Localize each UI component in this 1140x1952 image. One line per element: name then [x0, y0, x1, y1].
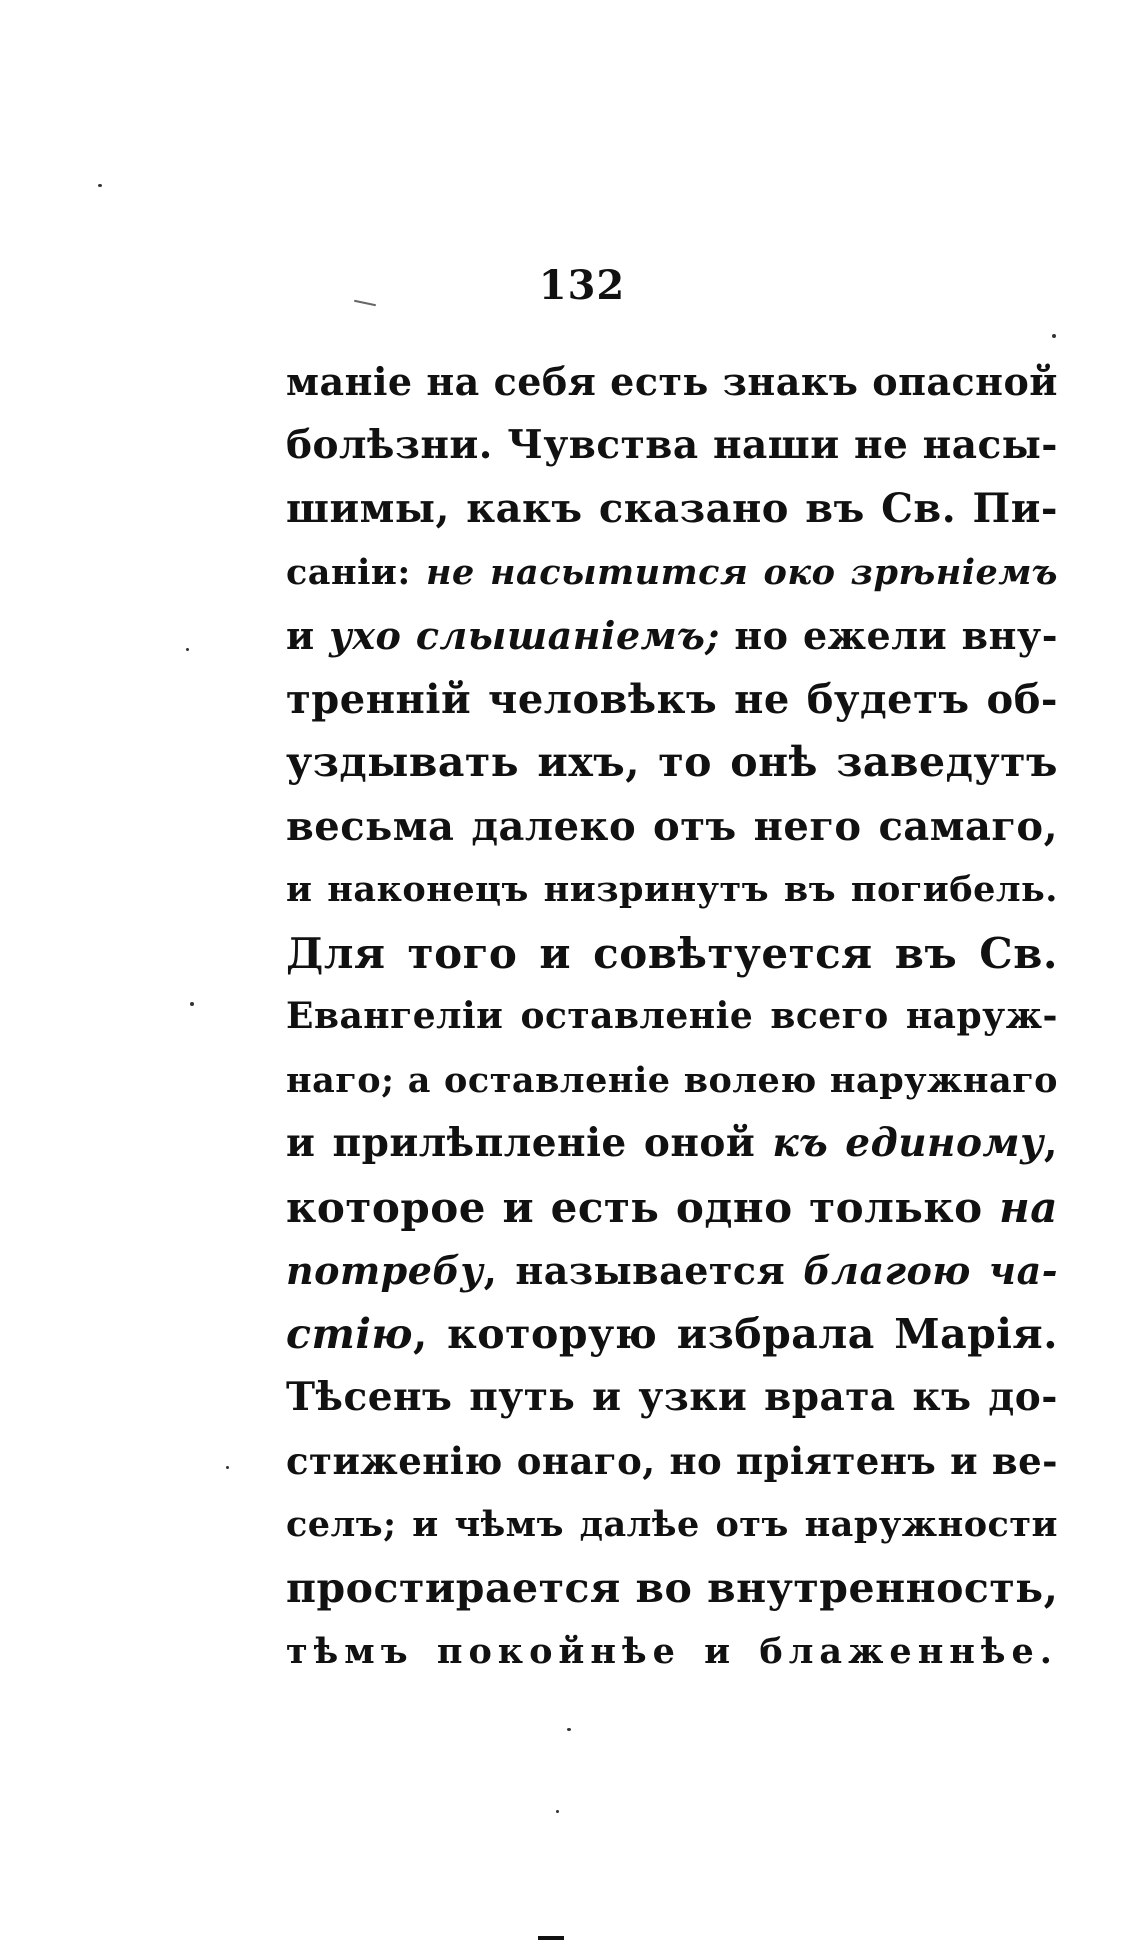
text-line [286, 731, 1058, 795]
text-line [286, 1049, 1058, 1113]
text-segment: Для того и совѣтуется въ Св. [286, 928, 1058, 978]
text-line [286, 350, 1058, 414]
scan-speck [226, 1466, 229, 1469]
text-segment: наго; а оставленіе волею наружнаго [286, 1059, 1058, 1101]
text-line [286, 1557, 1058, 1621]
text-segment: тренній человѣкъ не будетъ об- [286, 675, 1058, 723]
text-line [286, 1303, 1058, 1367]
text-segment: которое и есть одно только [286, 1182, 1000, 1232]
text-line [286, 477, 1058, 541]
scan-speck [556, 1810, 559, 1813]
text-line [286, 414, 1058, 478]
text-segment: болѣзни. Чувства наши не насы- [286, 421, 1058, 468]
text-segment: и [286, 613, 330, 658]
page-number: 132 [538, 262, 626, 309]
italic-text-segment: стію [286, 1309, 413, 1358]
text-line [286, 1112, 1058, 1176]
text-segment: уздывать ихъ, то онѣ заведутъ [286, 738, 1058, 786]
text-segment: Тѣсенъ путь и узки врата къ до- [286, 1374, 1058, 1420]
text-segment: , называется [483, 1248, 804, 1293]
text-line [286, 668, 1058, 732]
text-segment: тѣмъ покойнѣе и блаженнѣе. [286, 1631, 1058, 1672]
text-line [286, 604, 1058, 668]
text-segment: но ежели вну- [719, 613, 1058, 658]
text-segment: Евангеліи оставленіе всего наруж- [286, 995, 1058, 1037]
text-segment: и наконецъ низринутъ въ погибель. [286, 869, 1058, 910]
text-line [286, 1620, 1058, 1684]
text-segment: весьма далеко отъ него самаго, [286, 802, 1058, 850]
italic-text-segment: потребу [286, 1248, 484, 1293]
body-text [286, 350, 1058, 1684]
text-segment: селъ; и чѣмъ далѣе отъ наружности [286, 1504, 1058, 1545]
text-line [286, 1366, 1058, 1430]
italic-text-segment: не насытится око зрѣніемъ [426, 551, 1059, 593]
italic-text-segment: ухо слышаніемъ; [329, 613, 720, 658]
text-segment: и прилѣпленіе оной [286, 1120, 773, 1166]
text-line [286, 922, 1058, 986]
text-segment: саніи: [286, 551, 427, 593]
italic-text-segment: на [999, 1182, 1058, 1232]
text-segment: маніе на себя есть знакъ опасной [286, 359, 1058, 404]
text-line [286, 541, 1058, 605]
text-line [286, 1430, 1058, 1494]
text-line [286, 1239, 1058, 1303]
text-segment: , которую избрала Марія. [412, 1309, 1058, 1358]
text-segment: шимы, какъ сказано въ Св. Пи- [286, 485, 1058, 532]
text-line [286, 1176, 1058, 1240]
scan-speck [190, 1002, 194, 1006]
text-line [286, 1493, 1058, 1557]
text-segment: стиженію онаго, но пріятенъ и ве- [286, 1438, 1058, 1483]
scan-speck [567, 1728, 571, 1731]
italic-text-segment: къ единому [772, 1120, 1044, 1166]
scan-speck [186, 648, 189, 651]
scan-speck [1052, 334, 1056, 338]
scan-speck [98, 184, 102, 187]
text-line [286, 985, 1058, 1049]
text-line [286, 858, 1058, 922]
footer-mark [538, 1936, 564, 1940]
text-segment: , [1043, 1120, 1058, 1166]
text-segment: простирается во внутренность, [286, 1563, 1059, 1612]
italic-text-segment: благою ча- [803, 1248, 1058, 1293]
text-line [286, 795, 1058, 859]
